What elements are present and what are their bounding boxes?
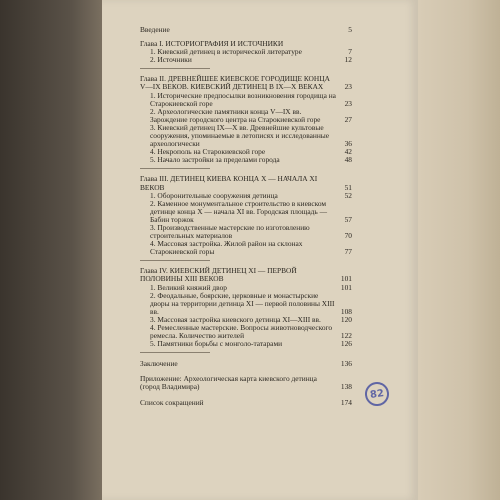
toc-subsection [140, 108, 352, 124]
toc-title: Заключение [140, 359, 178, 369]
chapter-divider [140, 68, 210, 69]
toc-subsection [140, 200, 352, 224]
toc-subsection [140, 92, 352, 108]
toc-title: 1. Великий княжий двор [150, 282, 227, 292]
toc-page-number: 136 [340, 359, 352, 369]
toc-page-number: 23 [344, 82, 352, 92]
toc-page-number: 126 [340, 339, 352, 349]
toc-title: 2. Каменное монументальное строительство в киевском детинце конца X — начала XI вв. Городская площадь — Бабин торжок [150, 198, 327, 224]
toc-subsection [140, 224, 352, 240]
toc-chapter [140, 75, 352, 91]
toc-page-number: 57 [344, 214, 352, 224]
toc-title: 5. Начало застройки за пределами города [150, 155, 280, 165]
toc-title: Глава II. ДРЕВНЕЙШЕЕ КИЕВСКОЕ ГОРОДИЩЕ КОНЦА V—IX ВЕКОВ. КИЕВСКИЙ ДЕТИНЕЦ В IX—X ВЕКАХ [140, 74, 330, 92]
toc-page-number: 42 [344, 147, 352, 157]
chapter-divider [140, 260, 210, 261]
toc-page-number: 101 [340, 282, 352, 292]
chapter-divider [140, 168, 210, 169]
toc-title: 5. Памятники борьбы с монголо-татарами [150, 339, 283, 349]
toc-page-number: 138 [340, 382, 352, 392]
toc-page-number: 101 [340, 274, 352, 284]
toc-page-number: 174 [340, 397, 352, 407]
toc-title: 1. Киевский детинец в исторической литературе [150, 47, 302, 57]
toc-title: 1. Оборонительные сооружения детинца [150, 190, 278, 200]
toc-title: 1. Исторические предпосылки возникновения городища на Старокиевской горе [150, 90, 336, 108]
toc-title: Глава III. ДЕТИНЕЦ КИЕВА КОНЦА X — НАЧАЛА XI ВЕКОВ [140, 174, 318, 192]
toc-title: 3. Массовая застройка киевского детинца XI—XIII вв. [150, 314, 321, 324]
toc-title: 2. Феодальные, боярские, церковные и монастырские дворы на территории детинца XI — первой половины XIII вв. [150, 290, 335, 316]
toc-title: Приложение: Археологическая карта киевского детинца (город Владимира) [140, 374, 317, 392]
toc-entry [140, 360, 352, 368]
toc-subsection [140, 124, 352, 148]
toc-title: Введение [140, 25, 170, 34]
toc-title: 2. Источники [150, 55, 192, 65]
toc-page-number: 108 [340, 306, 352, 316]
book-spine-shadow [0, 0, 102, 500]
toc-title: 4. Некрополь на Старокиевской горе [150, 147, 266, 157]
toc-subsection [140, 324, 352, 340]
toc-subsection [140, 56, 352, 64]
toc-page-number: 120 [340, 314, 352, 324]
toc-entry [140, 399, 352, 407]
toc-page-number: 23 [344, 98, 352, 108]
toc-page-number: 36 [344, 139, 352, 149]
toc-title: Глава IV. КИЕВСКИЙ ДЕТИНЕЦ XI — ПЕРВОЙ ПОЛОВИНЫ XIII ВЕКОВ [140, 266, 297, 284]
toc-subsection [140, 340, 352, 348]
toc-subsection [140, 156, 352, 164]
toc-page-number: 52 [344, 190, 352, 200]
toc-title: 3. Производственные мастерские по изготовлению строительных материалов [150, 222, 310, 241]
chapter-divider [140, 352, 210, 353]
toc-chapter [140, 175, 352, 191]
toc-page-number: 27 [344, 114, 352, 124]
toc-page-number: 7 [348, 47, 352, 57]
toc-page-number: 48 [344, 155, 352, 165]
table-of-contents [140, 26, 352, 407]
toc-title: 3. Киевский детинец IX—X вв. Древнейшие культовые сооружения, упоминаемые в летописях и исследованные археологически [150, 122, 330, 149]
toc-subsection [140, 292, 352, 316]
toc-entry [140, 26, 352, 34]
toc-title: 4. Ремесленные мастерские. Вопросы животноводческого ремесла. Количество жителей [150, 323, 333, 341]
toc-subsection [140, 240, 352, 256]
toc-page-number: 70 [344, 231, 352, 241]
library-stamp: 82 [363, 380, 390, 407]
toc-title: 4. Массовая застройка. Жилой район на склонах Старокиевской горы [150, 239, 303, 257]
toc-page-number: 12 [344, 55, 352, 65]
toc-entry [140, 375, 352, 391]
toc-chapter [140, 267, 352, 283]
toc-page-number: 5 [348, 25, 352, 34]
page-edge [418, 0, 500, 500]
toc-page-number: 122 [340, 331, 352, 341]
toc-title: 2. Археологические памятники конца V—IX вв. Зарождение городского центра на Старокиевской горе [150, 106, 321, 124]
toc-title: Глава I. ИСТОРИОГРАФИЯ И ИСТОЧНИКИ [140, 39, 284, 49]
toc-title: Список сокращений [140, 397, 204, 407]
toc-page-number: 77 [344, 247, 352, 257]
toc-page-number: 51 [344, 182, 352, 192]
